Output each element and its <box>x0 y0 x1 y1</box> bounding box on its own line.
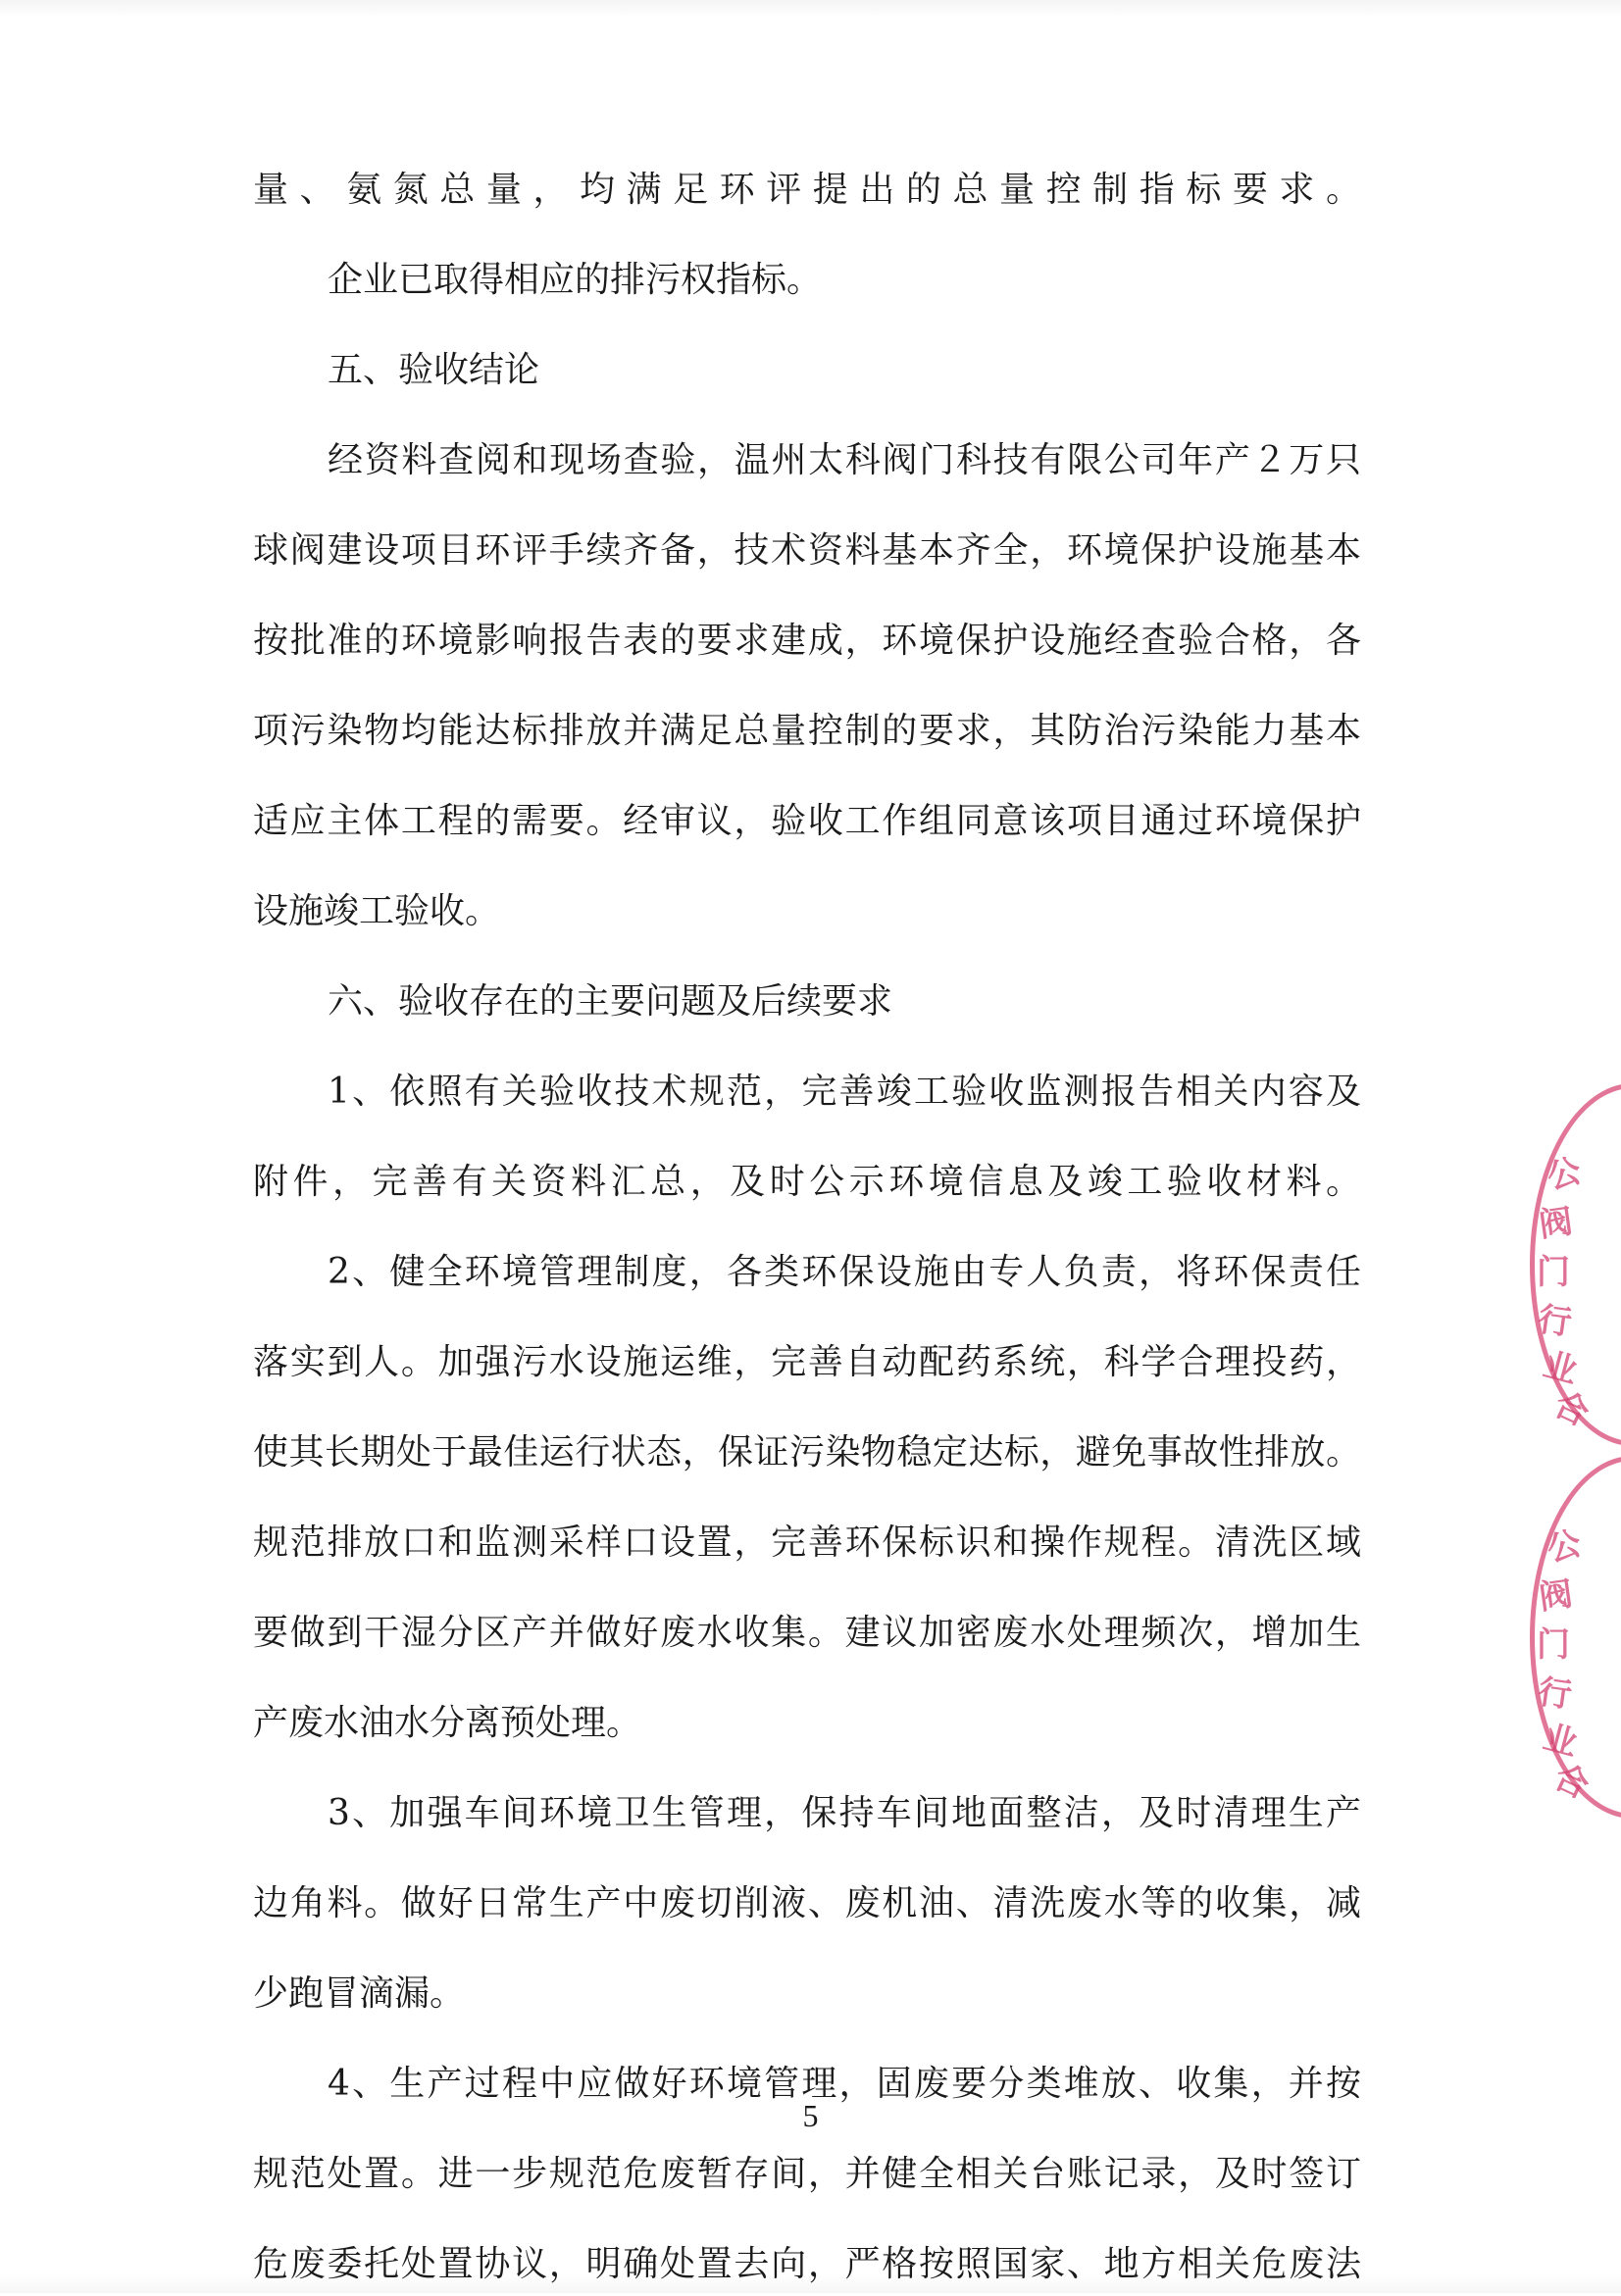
text-line: 量、氨氮总量，均满足环评提出的总量控制指标要求。 <box>253 170 1361 210</box>
seal-stamp: 公 阀 门 行 业 合 <box>1530 1456 1621 1819</box>
text-line: 设施竣工验收。 <box>253 891 501 931</box>
text-line: 企业已取得相应的排污权指标。 <box>328 260 823 300</box>
text-line: 产废水油水分离预处理。 <box>253 1703 642 1743</box>
text-line: 危废委托处置协议，明确处置去向，严格按照国家、地方相关危废法 <box>253 2244 1361 2284</box>
text-line: 附件，完善有关资料汇总，及时公示环境信息及竣工验收材料。 <box>253 1162 1361 1202</box>
section-heading: 六、验收存在的主要问题及后续要求 <box>328 981 893 1022</box>
text-line: 规范排放口和监测采样口设置，完善环保标识和操作规程。清洗区域 <box>253 1522 1361 1563</box>
text-line: 2、健全环境管理制度，各类环保设施由专人负责，将环保责任 <box>328 1252 1361 1292</box>
text-line: 球阀建设项目环评手续齐备，技术资料基本齐全，环境保护设施基本 <box>253 530 1361 571</box>
text-line: 使其长期处于最佳运行状态，保证污染物稳定达标，避免事故性排放。 <box>253 1432 1361 1472</box>
text-line: 要做到干湿分区产并做好废水收集。建议加密废水处理频次，增加生 <box>253 1613 1361 1653</box>
section-heading: 五、验收结论 <box>328 350 540 390</box>
text-line: 适应主体工程的需要。经审议，验收工作组同意该项目通过环境保护 <box>253 801 1361 841</box>
text-line: 按批准的环境影响报告表的要求建成，环境保护设施经查验合格，各 <box>253 621 1361 661</box>
text-line: 规范处置。进一步规范危废暂存间，并健全相关台账记录，及时签订 <box>253 2154 1361 2194</box>
text-line: 1、依照有关验收技术规范，完善竣工验收监测报告相关内容及 <box>328 1072 1361 1112</box>
page-number: 5 <box>802 2098 819 2133</box>
text-line: 项污染物均能达标排放并满足总量控制的要求，其防治污染能力基本 <box>253 711 1361 751</box>
text-line: 4、生产过程中应做好环境管理，固废要分类堆放、收集，并按 <box>328 2064 1361 2104</box>
text-line: 经资料查阅和现场查验，温州太科阀门科技有限公司年产２万只 <box>328 440 1361 480</box>
text-line: 边角料。做好日常生产中废切削液、废机油、清洗废水等的收集，减 <box>253 1883 1361 1923</box>
seal-stamp: 公 阀 门 行 业 合 <box>1530 1083 1621 1446</box>
text-line: 落实到人。加强污水设施运维，完善自动配药系统，科学合理投药， <box>253 1342 1361 1382</box>
text-line: 少跑冒滴漏。 <box>253 1973 466 2014</box>
text-line: 3、加强车间环境卫生管理，保持车间地面整洁，及时清理生产 <box>328 1793 1361 1833</box>
